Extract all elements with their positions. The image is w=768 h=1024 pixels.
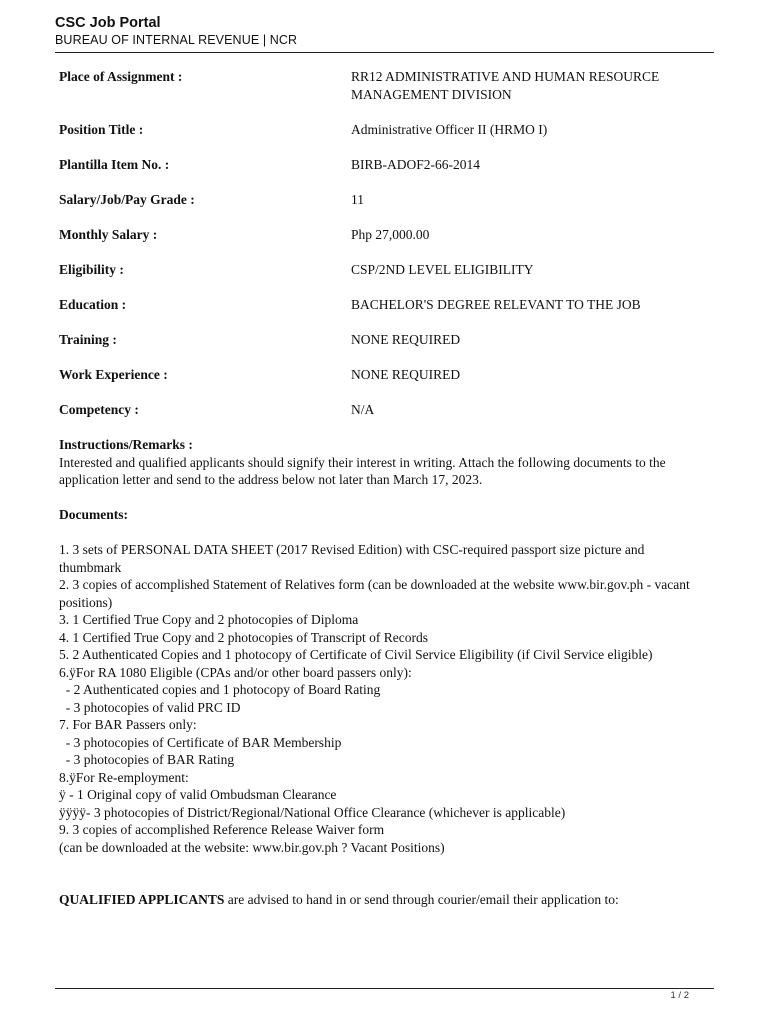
field-competency [59, 401, 709, 436]
spacer [59, 524, 709, 542]
field-education [59, 296, 709, 331]
document-item: ÿÿÿÿ- 3 photocopies of District/Regional/National Office Clearance (whichever is applicable) [59, 804, 566, 820]
document-item: 2. 3 copies of accomplished Statement of Relatives form (can be downloaded at the website www.bir.gov.ph - vacant positions) [59, 577, 694, 610]
field-label: Competency : [59, 402, 139, 417]
field-pay-grade [59, 191, 709, 226]
instructions-title: Instructions/Remarks : [59, 437, 193, 452]
document-item: - 2 Authenticated copies and 1 photocopy of Board Rating [59, 682, 381, 697]
field-value: NONE REQUIRED [351, 332, 461, 347]
document-item: (can be downloaded at the website: www.bir.gov.ph ? Vacant Positions) [59, 839, 445, 855]
document-item: 7. For BAR Passers only: [59, 717, 197, 732]
field-label: Training : [59, 332, 117, 347]
field-label: Place of Assignment : [59, 69, 183, 84]
portal-title: CSC Job Portal [55, 15, 161, 31]
document-item: ÿ - 1 Original copy of valid Ombudsman Clearance [59, 787, 337, 802]
field-label: Education : [59, 297, 127, 312]
field-value: CSP/2ND LEVEL ELIGIBILITY [351, 262, 534, 277]
field-position-title [59, 121, 709, 156]
header-divider [55, 52, 714, 53]
document-item: 9. 3 copies of accomplished Reference Release Waiver form [59, 822, 385, 837]
document-item: 4. 1 Certified True Copy and 2 photocopies of Transcript of Records [59, 629, 428, 645]
field-label: Monthly Salary : [59, 227, 158, 242]
documents-title: Documents: [59, 507, 128, 522]
document-item: 5. 2 Authenticated Copies and 1 photocopy of Certificate of Civil Service Eligibility (if Civil Service eligible) [59, 647, 653, 662]
field-label: Work Experience : [59, 367, 168, 382]
qualified-applicants-note [59, 891, 709, 909]
field-place-of-assignment [59, 68, 709, 121]
agency-subtitle: BUREAU OF INTERNAL REVENUE | NCR [55, 33, 298, 47]
field-value: N/A [351, 402, 375, 417]
document-item: 1. 3 sets of PERSONAL DATA SHEET (2017 Revised Edition) with CSC-required passport size picture and thumbmark [59, 542, 648, 575]
field-value: BACHELOR'S DEGREE RELEVANT TO THE JOB [351, 297, 641, 312]
document-item: 3. 1 Certified True Copy and 2 photocopies of Diploma [59, 612, 359, 627]
document-item: - 3 photocopies of BAR Rating [59, 752, 235, 767]
field-eligibility [59, 261, 709, 296]
spacer [59, 489, 709, 507]
field-value: Administrative Officer II (HRMO I) [351, 122, 548, 137]
instructions-text: Interested and qualified applicants should signify their interest in writing. Attach the following documents to the application letter and send to the address below not later than March 17, 2023. [59, 454, 666, 487]
field-value: BIRB-ADOF2-66-2014 [351, 157, 481, 172]
field-label: Plantilla Item No. : [59, 157, 170, 172]
field-training [59, 331, 709, 366]
field-label: Eligibility : [59, 262, 124, 277]
qualified-applicants-text: are advised to hand in or send through courier/email their application to: [224, 892, 619, 907]
document-item: 8.ÿFor Re-employment: [59, 769, 189, 785]
document-item: 6.ÿFor RA 1080 Eligible (CPAs and/or other board passers only): [59, 664, 412, 680]
field-monthly-salary [59, 226, 709, 261]
documents-list [59, 541, 709, 856]
field-label: Salary/Job/Pay Grade : [59, 192, 195, 207]
job-details [59, 68, 709, 909]
field-value: Php 27,000.00 [351, 227, 430, 242]
field-value: 11 [351, 192, 364, 207]
page-number: 1 / 2 [670, 990, 689, 1001]
field-value: RR12 ADMINISTRATIVE AND HUMAN RESOURCE MANAGEMENT DIVISION [351, 69, 660, 102]
field-label: Position Title : [59, 122, 144, 137]
field-work-experience [59, 366, 709, 401]
field-value: NONE REQUIRED [351, 367, 461, 382]
document-item: - 3 photocopies of Certificate of BAR Membership [59, 734, 342, 750]
page-header [55, 14, 714, 48]
document-item: - 3 photocopies of valid PRC ID [59, 699, 241, 715]
qualified-applicants-label: QUALIFIED APPLICANTS [59, 892, 225, 907]
field-plantilla-item [59, 156, 709, 191]
footer-divider [55, 988, 714, 989]
